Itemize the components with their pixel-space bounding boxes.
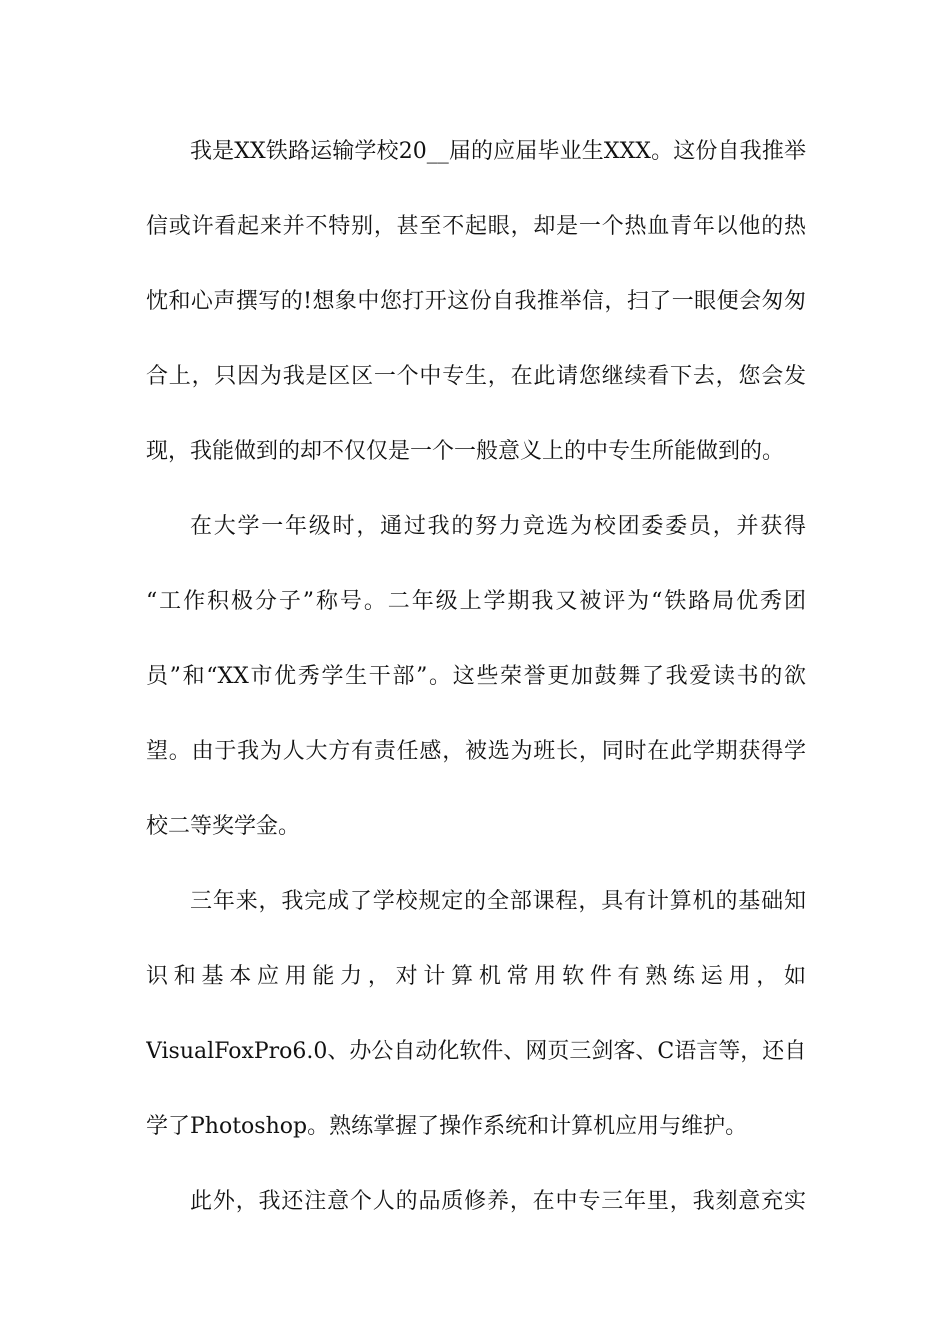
paragraph-line: 我是XX铁路运输学校20__届的应届毕业生XXX。这份自我推举 xyxy=(190,139,806,164)
paragraph-line: 在大学一年级时，通过我的努力竞选为校团委委员，并获得 xyxy=(190,514,806,539)
paragraph-line: 合上，只因为我是区区一个中专生，在此请您继续看下去，您会发 xyxy=(146,364,806,389)
paragraph-line: “工作积极分子”称号。二年级上学期我又被评为“铁路局优秀团 xyxy=(146,589,806,614)
paragraph-line: 忱和心声撰写的!想象中您打开这份自我推举信，扫了一眼便会匆匆 xyxy=(146,289,806,314)
paragraph-line: 三年来，我完成了学校规定的全部课程，具有计算机的基础知 xyxy=(190,889,806,914)
paragraph-3 xyxy=(146,882,806,1182)
paragraph-line: 员”和“XX市优秀学生干部”。这些荣誉更加鼓舞了我爱读书的欲 xyxy=(146,664,806,689)
paragraph-line: 识和基本应用能力，对计算机常用软件有熟练运用，如 xyxy=(146,964,806,989)
paragraph-1 xyxy=(146,132,806,507)
paragraph-line: 校二等奖学金。 xyxy=(146,814,301,839)
paragraph-line: 信或许看起来并不特别，甚至不起眼，却是一个热血青年以他的热 xyxy=(146,214,806,239)
paragraph-2 xyxy=(146,507,806,882)
paragraph-line: 此外，我还注意个人的品质修养，在中专三年里，我刻意充实 xyxy=(190,1189,806,1214)
paragraph-line: VisualFoxPro6.0、办公自动化软件、网页三剑客、C语言等，还自 xyxy=(146,1039,806,1064)
paragraph-line: 学了Photoshop。熟练掌握了操作系统和计算机应用与维护。 xyxy=(146,1114,748,1139)
paragraph-line: 现，我能做到的却不仅仅是一个一般意义上的中专生所能做到的。 xyxy=(146,439,785,464)
paragraph-line: 望。由于我为人大方有责任感，被选为班长，同时在此学期获得学 xyxy=(146,739,806,764)
paragraph-4 xyxy=(146,1182,806,1257)
letter-body xyxy=(146,132,806,1257)
